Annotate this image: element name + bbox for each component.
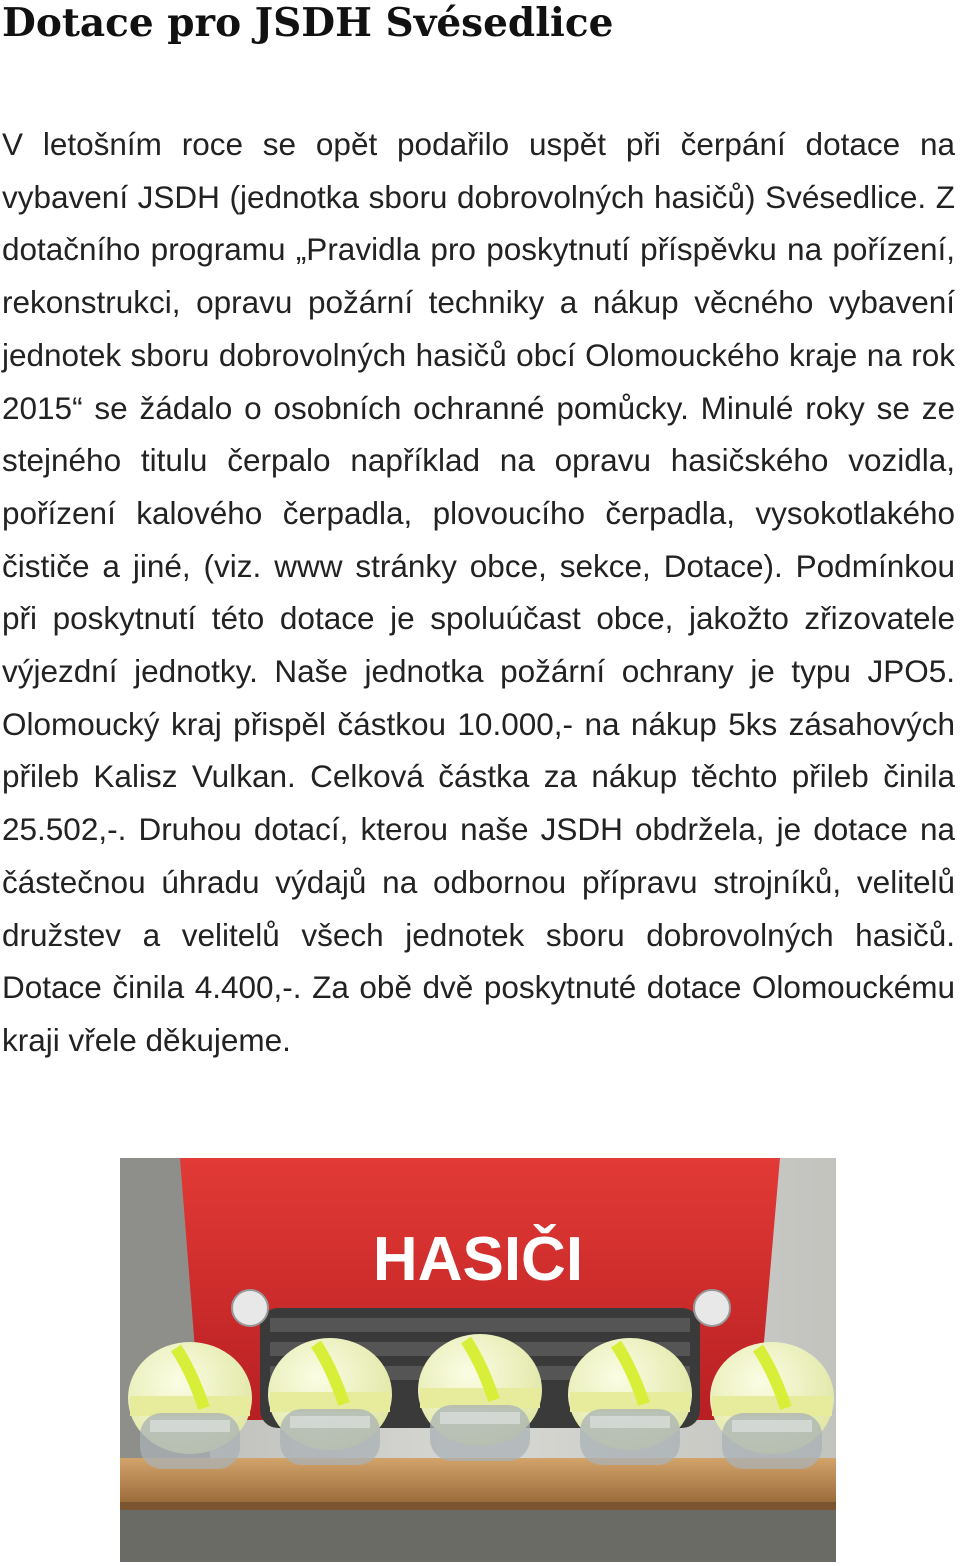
helmet-3: [418, 1334, 542, 1461]
page-title: Dotace pro JSDH Svésedlice: [2, 0, 614, 46]
truck-lettering: HASIČI: [372, 1225, 584, 1294]
helmet-4: [568, 1338, 692, 1465]
helmet-5: [710, 1342, 834, 1469]
helmet-2: [268, 1338, 392, 1465]
fire-helmets-photo: [120, 1158, 836, 1562]
helmet-1: [128, 1342, 252, 1469]
article-body: V letošním roce se opět podařilo uspět při čerpání dotace na vybavení JSDH (jednotka sboru dobrovolných hasičů) Svésedlice. Z dotačního programu „Pravidla pro poskytnutí příspěvku na pořízení, rekonstrukci, opravu požární techniky a nákup věcného vybavení jednotek sboru dobrovolných hasičů obcí Olomouckého kraje na rok 2015“ se žádalo o osobních ochranné pomůcky. Minulé roky se ze stejného titulu čerpalo například na opravu hasičského vozidla, pořízení kalového čerpadla, plovoucího čerpadla, vysokotlakého čističe a jiné, (viz. www stránky obce, sekce, Dotace). Podmínkou při poskytnutí této dotace je spoluúčast obce, jakožto zřizovatele výjezdní jednotky. Naše jednotka požární ochrany je typu JPO5. Olomoucký kraj přispěl částkou 10.000,- na nákup 5ks zásahových přileb Kalisz Vulkan. Celková částka za nákup těchto přileb činila 25.502,-. Druhou dotací, kterou naše JSDH obdržela, je dotace na částečnou úhradu výdajů na odbornou přípravu strojníků, velitelů družstev a velitelů všech jednotek sboru dobrovolných hasičů. Dotace činila 4.400,-. Za obě dvě poskytnuté dotace Olomouckému kraji vřele děkujeme.: [2, 126, 955, 1058]
truck-headlight-left: [232, 1290, 268, 1326]
truck-headlight-right: [694, 1290, 730, 1326]
